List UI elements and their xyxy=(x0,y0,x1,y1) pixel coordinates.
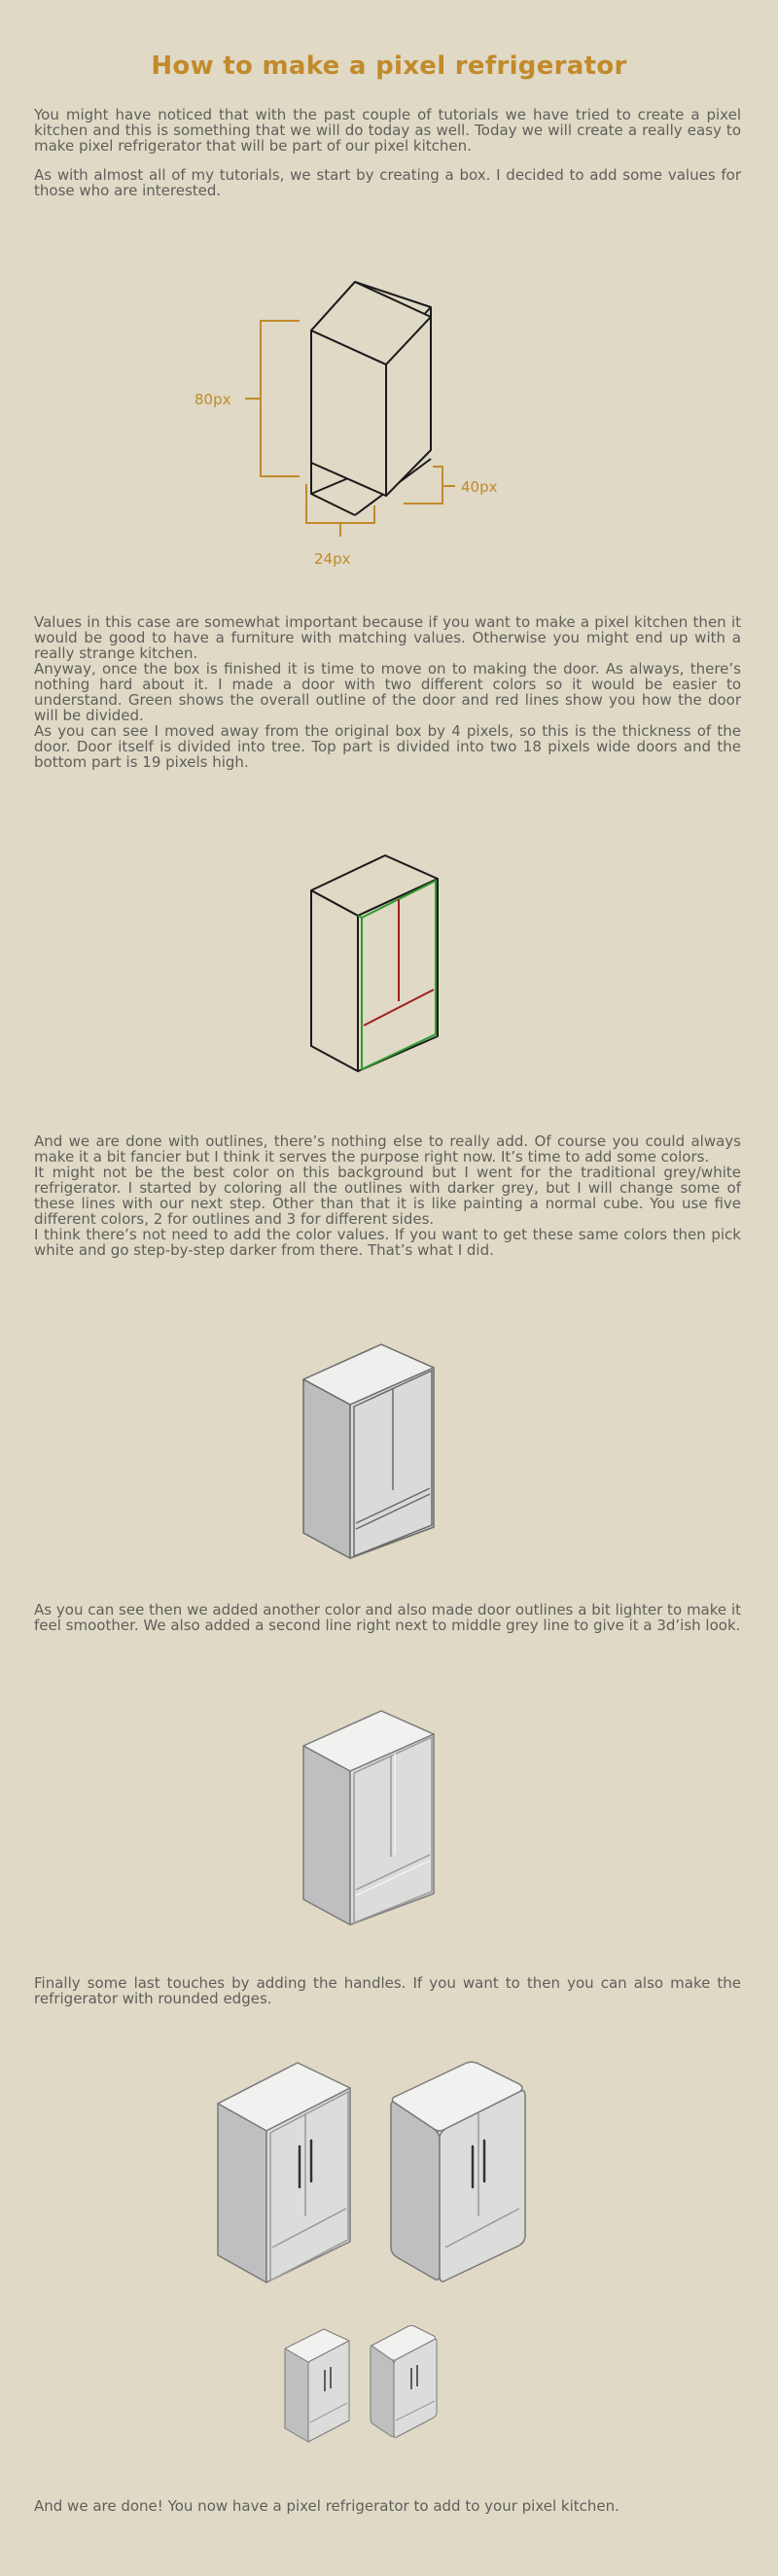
width-label: 24px xyxy=(314,550,351,568)
paragraph: As with almost all of my tutorials, we start by creating a box. I decided to add some values for those who are interested. xyxy=(34,166,741,199)
page-title: How to make a pixel refrigerator xyxy=(151,52,627,82)
colors-text xyxy=(34,1133,741,1258)
door-outline-figure xyxy=(292,846,447,1079)
finished-refrigerators-figure xyxy=(204,2053,535,2296)
box-dimensions-figure xyxy=(185,272,535,574)
refrigerator-rounded-edges xyxy=(391,2062,525,2281)
colored-refrigerator-figure xyxy=(292,1337,447,1570)
actual-size-refrigerators-figure xyxy=(277,2323,452,2450)
intro-text xyxy=(34,107,741,198)
paragraph: Anyway, once the box is finished it is time to move on to making the door. As always, there’s nothing hard about it. I made a door with two different colors so it would be easier to understand. Green shows the overall outline of the door and red lines show you how the door will be divided. xyxy=(34,660,741,724)
paragraph: I think there’s not need to add the color values. If you want to get these same colors then pick white and go step-by-step darker from there. That’s what I did. xyxy=(34,1226,741,1259)
outro-text xyxy=(34,2498,741,2514)
smoother-refrigerator-figure xyxy=(292,1703,447,1936)
handles-text xyxy=(34,1975,741,2006)
paragraph: You might have noticed that with the past couple of tutorials we have tried to create a pixel kitchen and this is something that we will do today as well. Today we will create a really easy to make pixel refrigerator that will be part of our pixel kitchen. xyxy=(34,106,741,155)
paragraph: Values in this case are somewhat important because if you want to make a pixel kitchen then it would be good to have a furniture with matching values. Otherwise you might end up with a really strange kitchen. xyxy=(34,613,741,662)
paragraph: Finally some last touches by adding the handles. If you want to then you can also make the refrigerator with rounded edges. xyxy=(34,1974,741,2007)
paragraph: And we are done! You now have a pixel refrigerator to add to your pixel kitchen. xyxy=(34,2497,619,2515)
depth-label: 40px xyxy=(461,478,498,496)
smoother-text xyxy=(34,1602,741,1633)
paragraph: It might not be the best color on this background but I went for the traditional grey/white refrigerator. I started by coloring all the outlines with darker grey, but I will change some of these lines with our next step. Other than that it is like painting a normal cube. You use five different colors, 2 for outlines and 3 for different sides. xyxy=(34,1164,741,1228)
height-label: 80px xyxy=(194,391,231,408)
refrigerator-small-rounded xyxy=(371,2326,437,2438)
box-values-text xyxy=(34,614,741,770)
width-dimension xyxy=(306,484,374,523)
paragraph: As you can see I moved away from the original box by 4 pixels, so this is the thickness of the door. Door itself is divided into tree. Top part is divided into two 18 pixels wide doors and the bottom part is 19 pixels high. xyxy=(34,722,741,771)
height-dimension xyxy=(261,321,300,476)
refrigerator-small-square xyxy=(285,2329,349,2442)
paragraph: And we are done with outlines, there’s nothing else to really add. Of course you could always make it a bit fancier but I think it serves the purpose right now. It’s time to add some colors. xyxy=(34,1132,741,1166)
paragraph: As you can see then we added another color and also made door outlines a bit lighter to make it feel smoother. We also added a second line right next to middle grey line to give it a 3d’ish look. xyxy=(34,1601,741,1634)
refrigerator-square-edges xyxy=(218,2063,350,2282)
